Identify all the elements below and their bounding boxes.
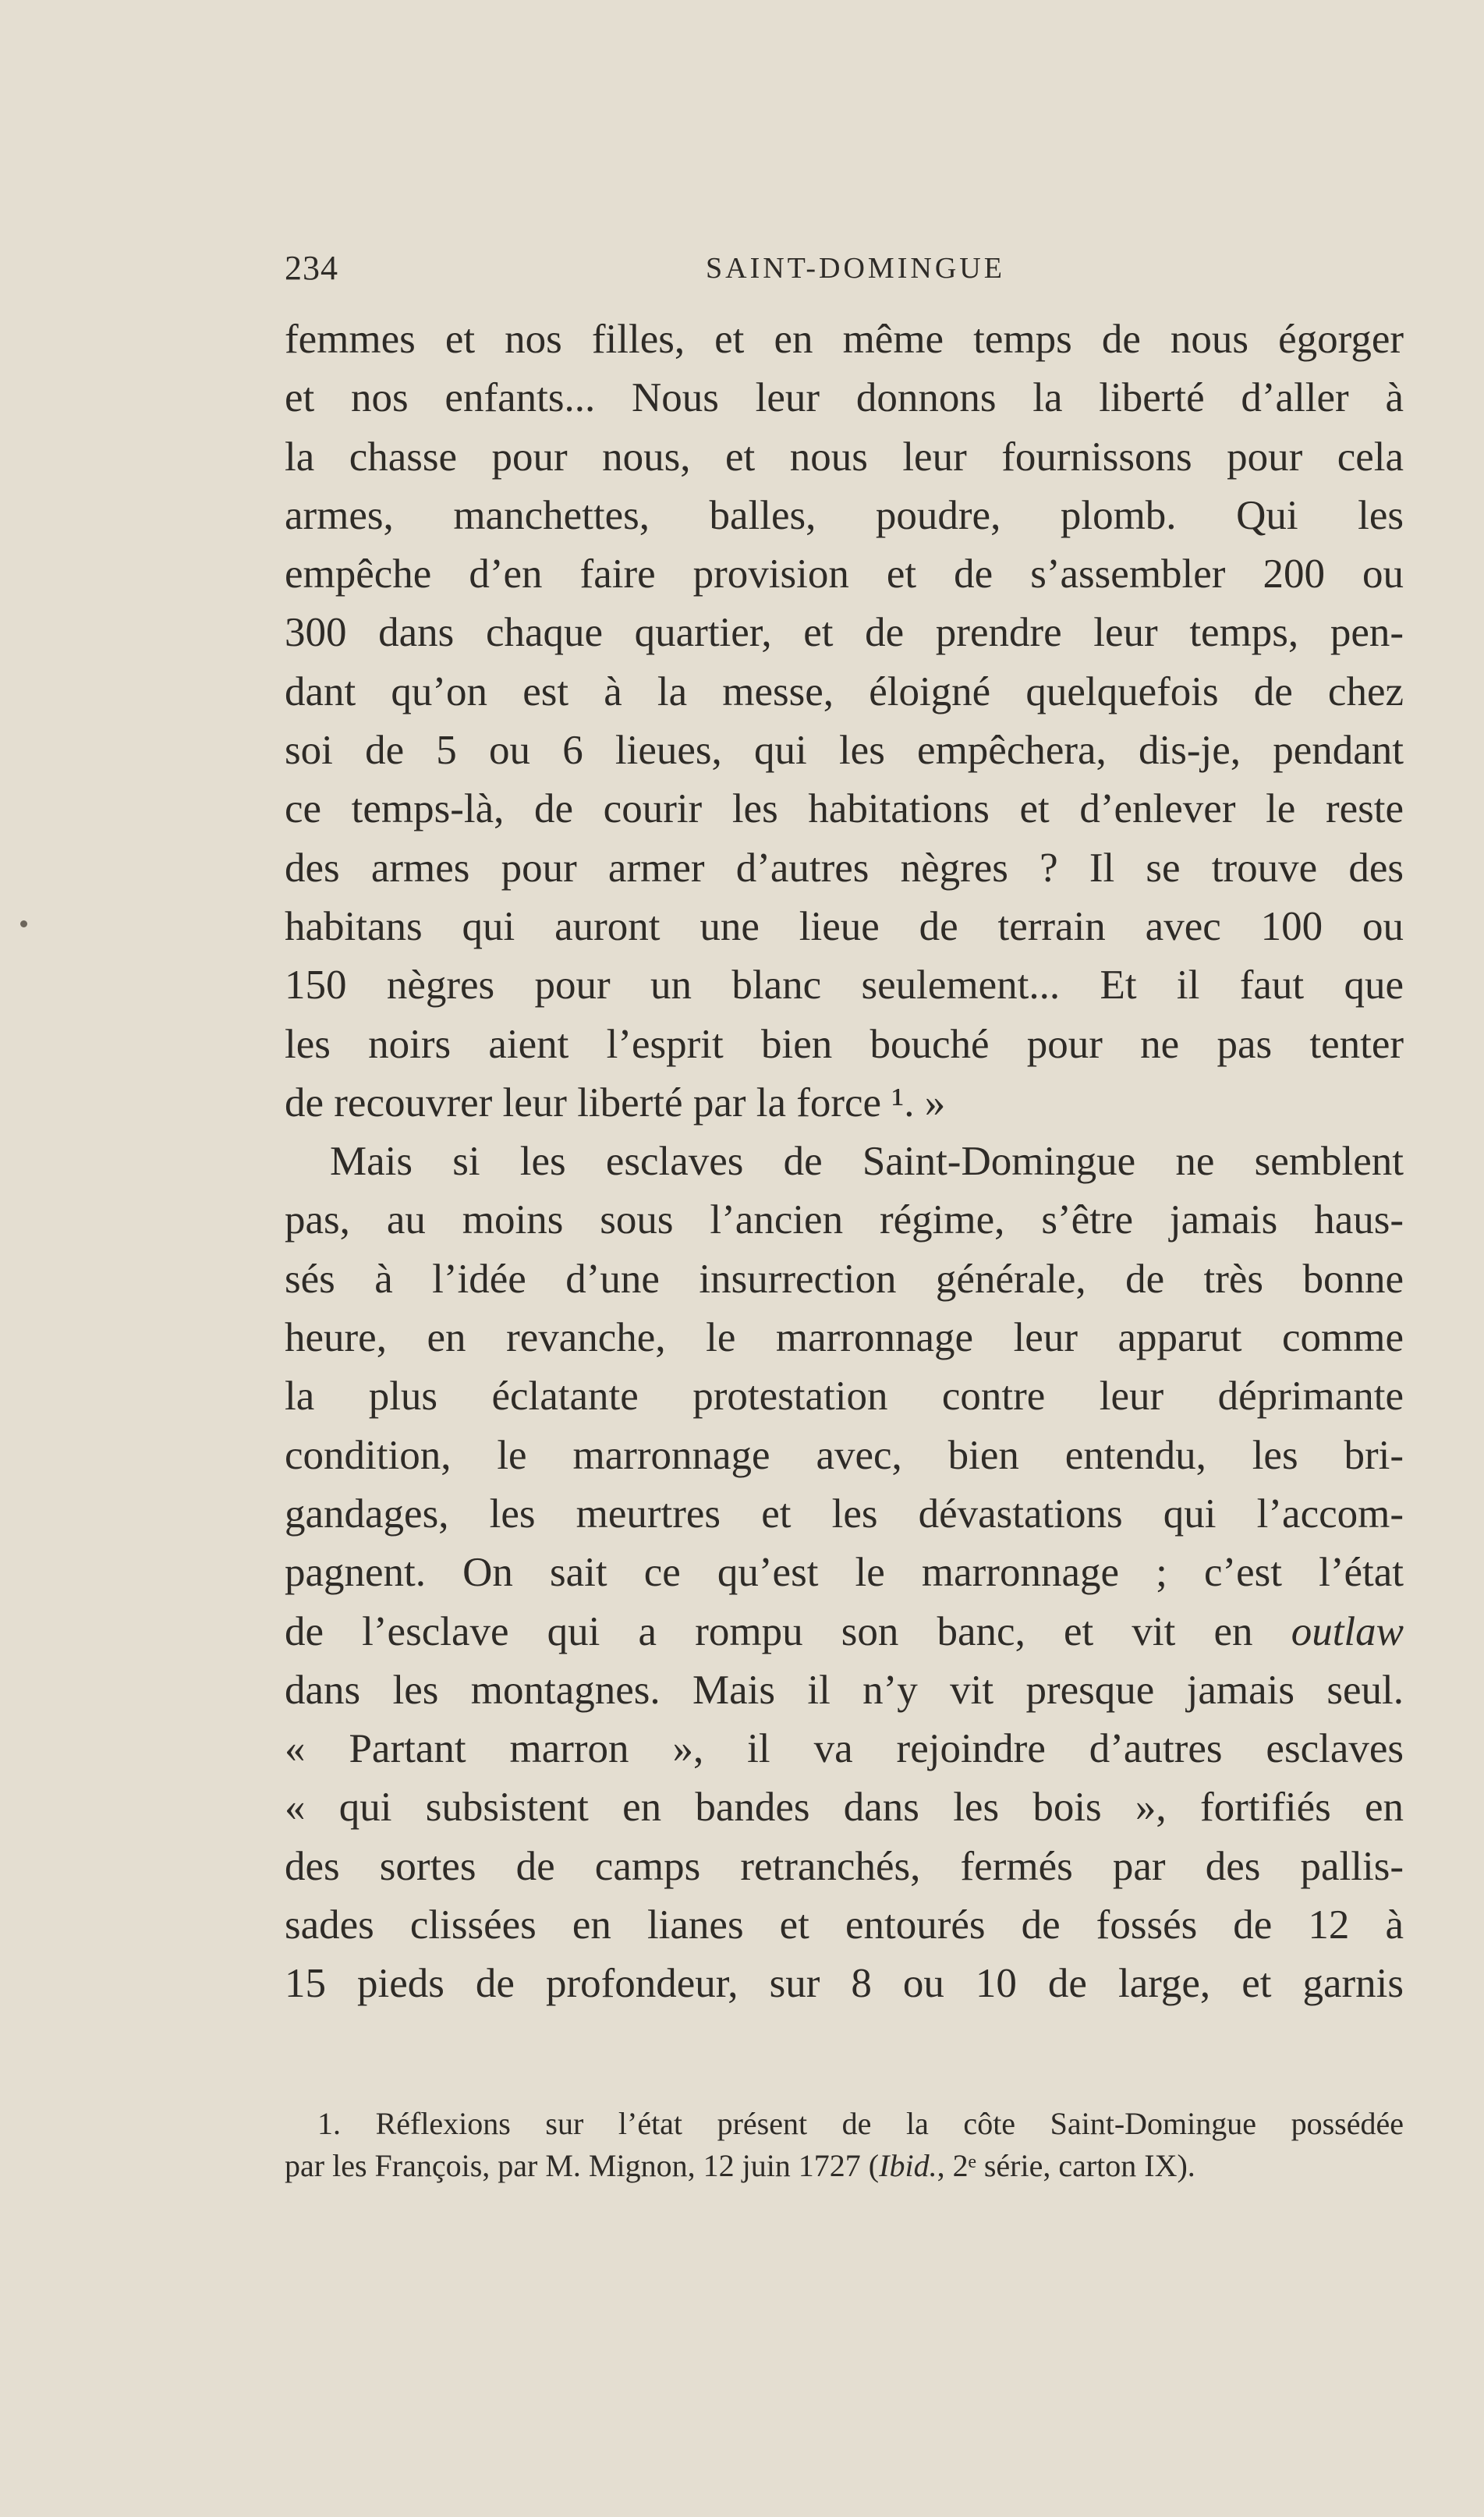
margin-mark xyxy=(20,920,27,927)
footnote-line xyxy=(285,2145,1404,2187)
text-line: sades clissées en lianes et entourés de fossés de 12 à xyxy=(285,1902,1404,1948)
text-line: habitans qui auront une lieue de terrain avec 100 ou xyxy=(285,903,1404,949)
text-line: heure, en revanche, le marronnage leur apparut comme xyxy=(285,1315,1404,1361)
text-line: sés à l’idée d’une insurrection générale, de très bonne xyxy=(285,1256,1404,1302)
text-line: 150 nègres pour un blanc seulement... Et il faut que xyxy=(285,962,1404,1009)
footnote-italic-ibid: Ibid. xyxy=(879,2148,937,2183)
text-line: ce temps-là, de courir les habitations et d’enlever le reste xyxy=(285,786,1404,832)
running-title: SAINT-DOMINGUE xyxy=(706,252,1005,285)
text-line: la chasse pour nous, et nous leur fournissons pour cela xyxy=(285,434,1404,480)
page-number: 234 xyxy=(285,249,338,287)
text-line: 15 pieds de profondeur, sur 8 ou 10 de large, et garnis xyxy=(285,1961,1404,2007)
text-line: armes, manchettes, balles, poudre, plomb. Qui les xyxy=(285,492,1404,538)
text-line: « qui subsistent en bandes dans les bois », fortifiés en xyxy=(285,1785,1404,1831)
text-line: soi de 5 ou 6 lieues, qui les empêchera, dis-je, pendant xyxy=(285,728,1404,774)
text-line: dant qu’on est à la messe, éloigné quelquefois de chez xyxy=(285,668,1404,714)
text-line: « Partant marron », il va rejoindre d’autres esclaves xyxy=(285,1726,1404,1772)
text-line: des sortes de camps retranchés, fermés par des pallis- xyxy=(285,1843,1404,1889)
page-header xyxy=(285,248,1404,287)
text-line: les noirs aient l’esprit bien bouché pour ne pas tenter xyxy=(285,1021,1404,1067)
text-line: pagnent. On sait ce qu’est le marronnage ; c’est l’état xyxy=(285,1550,1404,1596)
text-line-paragraph-start: Mais si les esclaves de Saint-Domingue ne semblent xyxy=(330,1139,1404,1185)
text-line: femmes et nos filles, et en même temps de nous égorger xyxy=(285,317,1404,362)
text-line: empêche d’en faire provision et de s’assembler 200 ou xyxy=(285,551,1404,597)
text-line: 300 dans chaque quartier, et de prendre leur temps, pen- xyxy=(285,610,1404,656)
text-segment: de l’esclave qui a rompu son banc, et vit en xyxy=(285,1608,1291,1654)
footnote-segment: , 2ᵉ série, carton IX). xyxy=(937,2148,1195,2183)
footnote-segment: par les François, par M. Mignon, 12 juin 1727 ( xyxy=(285,2148,880,2183)
text-line: condition, le marronnage avec, bien entendu, les bri- xyxy=(285,1432,1404,1478)
text-line: des armes pour armer d’autres nègres ? Il se trouve des xyxy=(285,845,1404,891)
body-text xyxy=(285,310,1404,2014)
footnote xyxy=(285,2103,1404,2187)
text-line: gandages, les meurtres et les dévastations qui l’accom- xyxy=(285,1491,1404,1537)
footnote-line: 1. Réflexions sur l’état présent de la côte Saint-Domingue possédée xyxy=(317,2106,1404,2141)
text-line: la plus éclatante protestation contre leur déprimante xyxy=(285,1374,1404,1420)
text-line-paragraph-end: de recouvrer leur liberté par la force ¹. » xyxy=(285,1079,946,1126)
italic-word-outlaw: outlaw xyxy=(1291,1608,1404,1654)
text-line: dans les montagnes. Mais il n’y vit presque jamais seul. xyxy=(285,1667,1404,1713)
text-line: pas, au moins sous l’ancien régime, s’être jamais haus- xyxy=(285,1197,1404,1243)
text-line: et nos enfants... Nous leur donnons la liberté d’aller à xyxy=(285,375,1404,421)
text-line-with-italic xyxy=(285,1603,1404,1661)
